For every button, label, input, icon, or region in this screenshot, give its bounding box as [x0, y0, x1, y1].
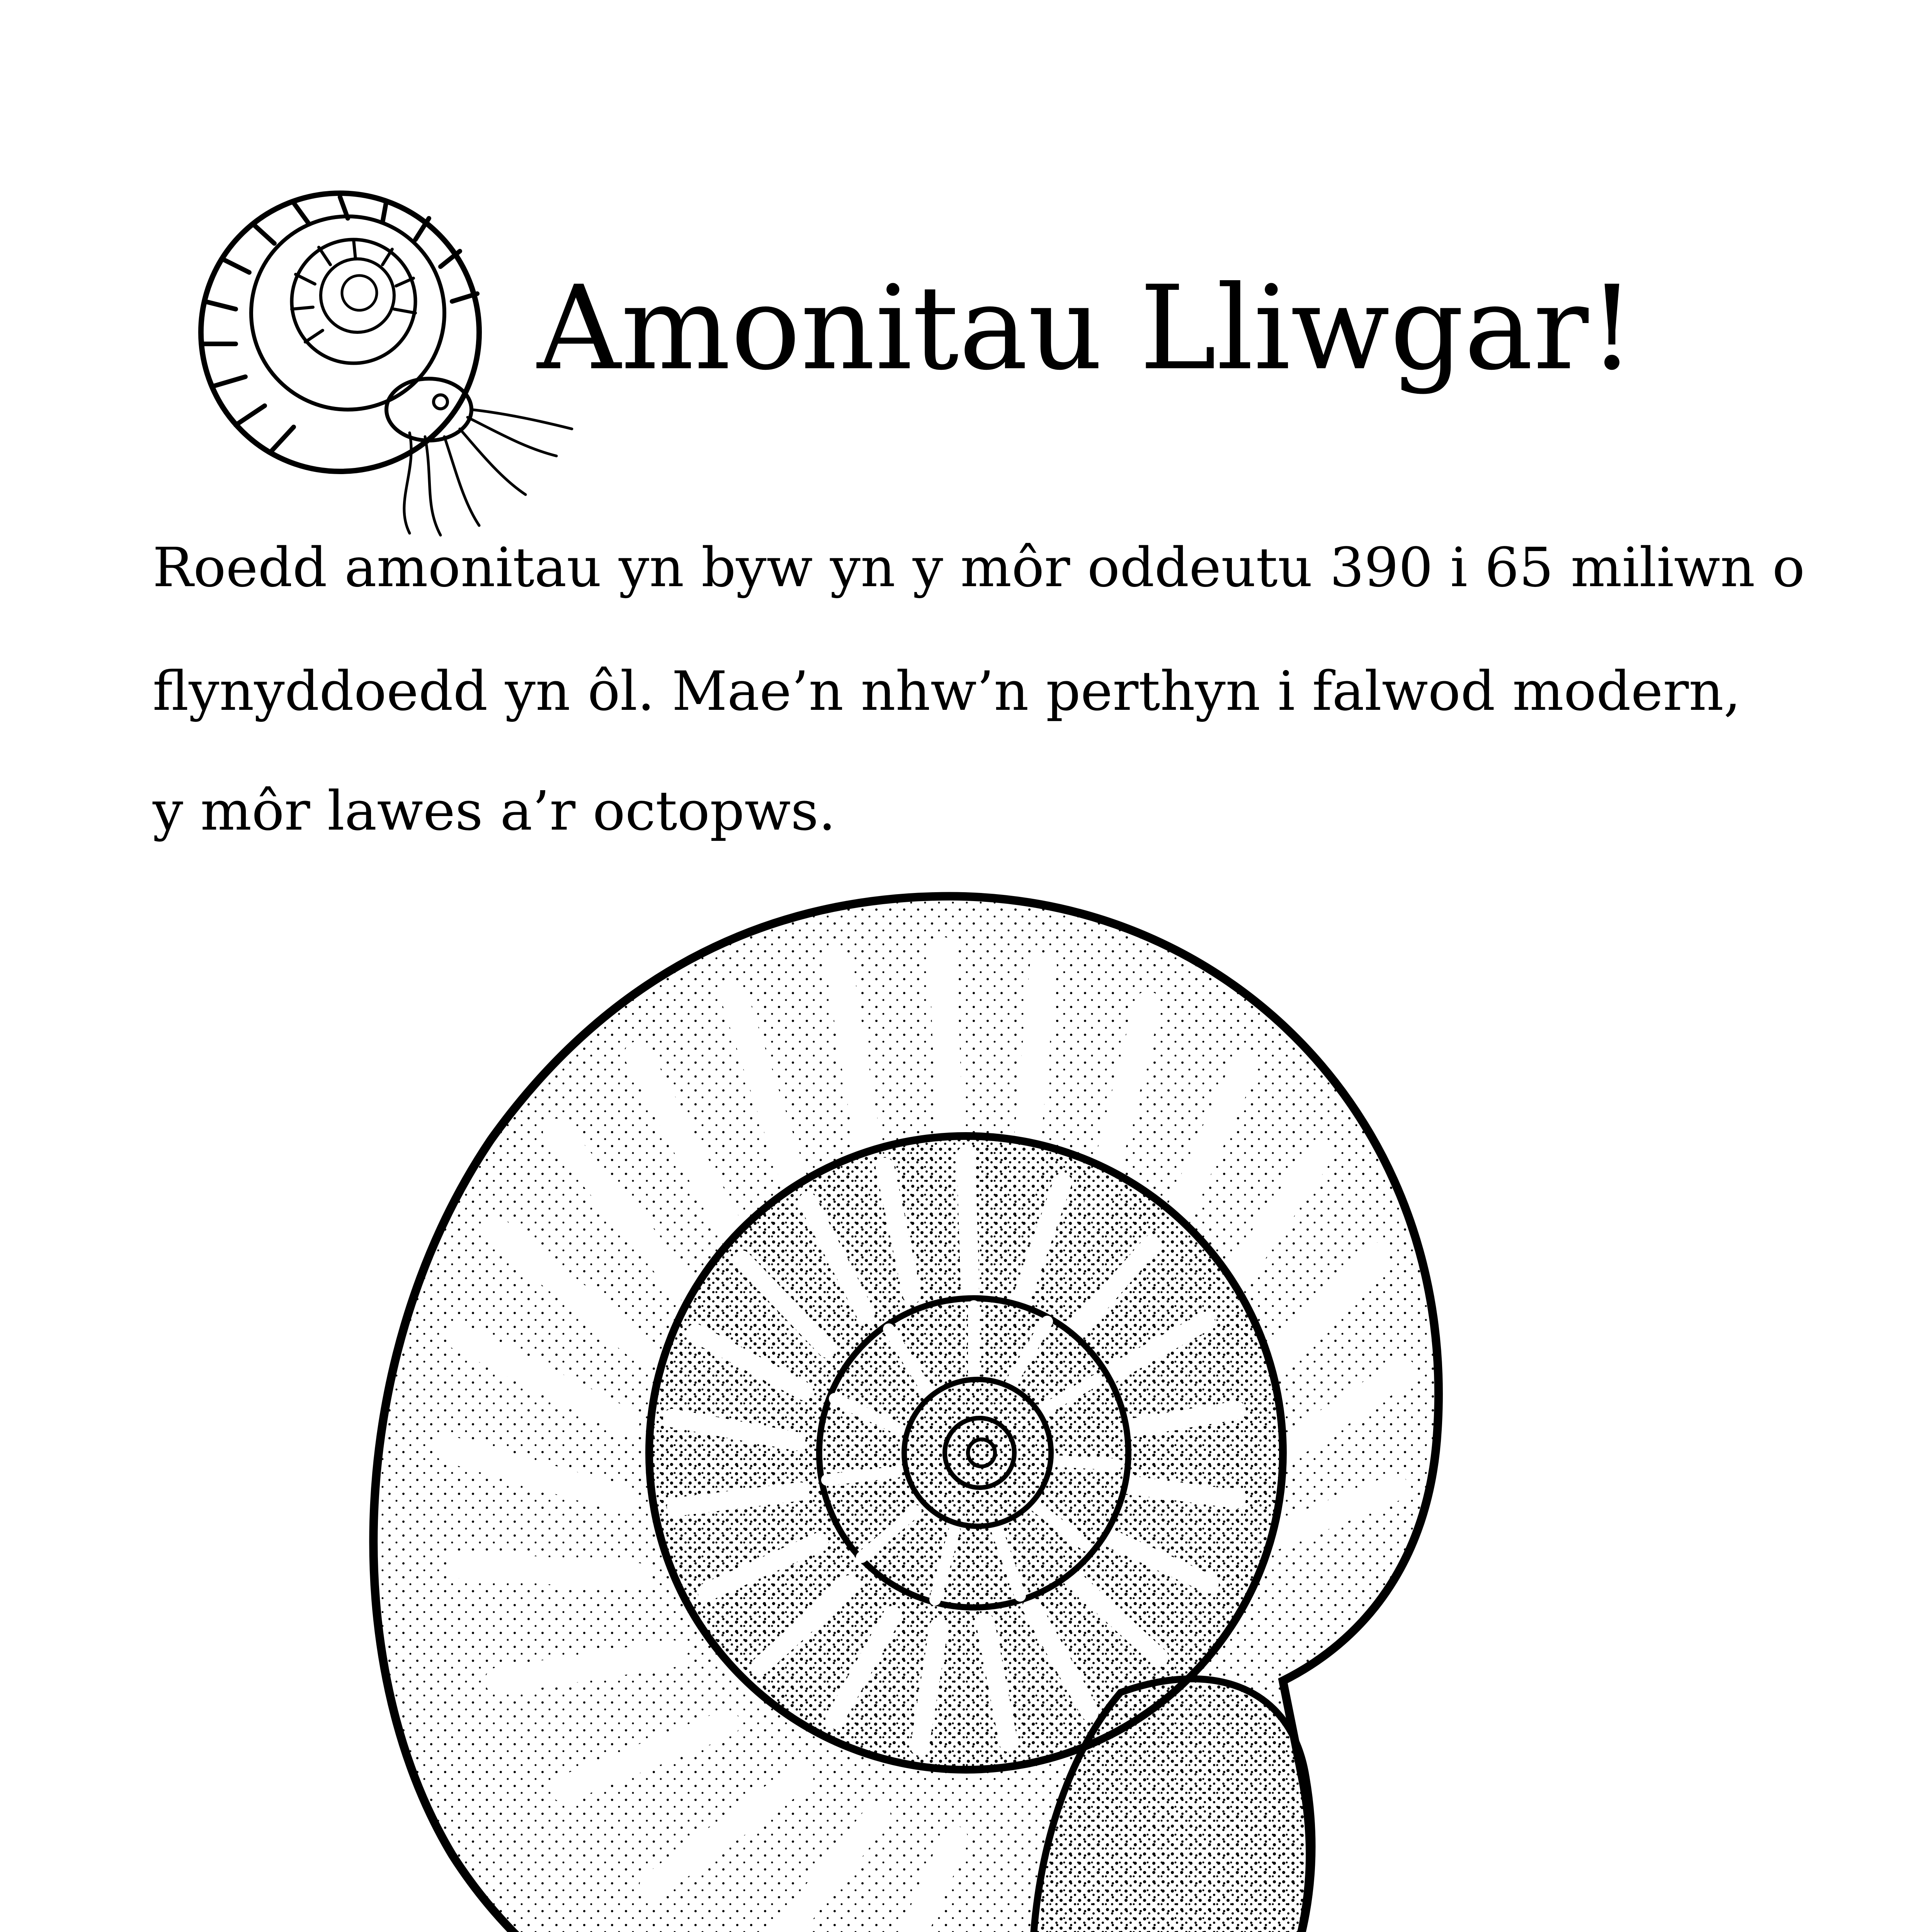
- intro-line-3: y môr lawes a’r octopws.: [153, 780, 836, 843]
- intro-line-1: Roedd amonitau yn byw yn y môr oddeutu 390 i 65 miliwn o: [153, 536, 1805, 599]
- intro-line-2: flynyddoedd yn ôl. Mae’n nhw’n perthyn i falwod modern,: [153, 660, 1741, 723]
- small-ammonite-icon: [178, 185, 587, 541]
- large-ammonite-icon: [317, 850, 1515, 1932]
- page-title: Amonitau Lliwgar!: [537, 261, 1635, 396]
